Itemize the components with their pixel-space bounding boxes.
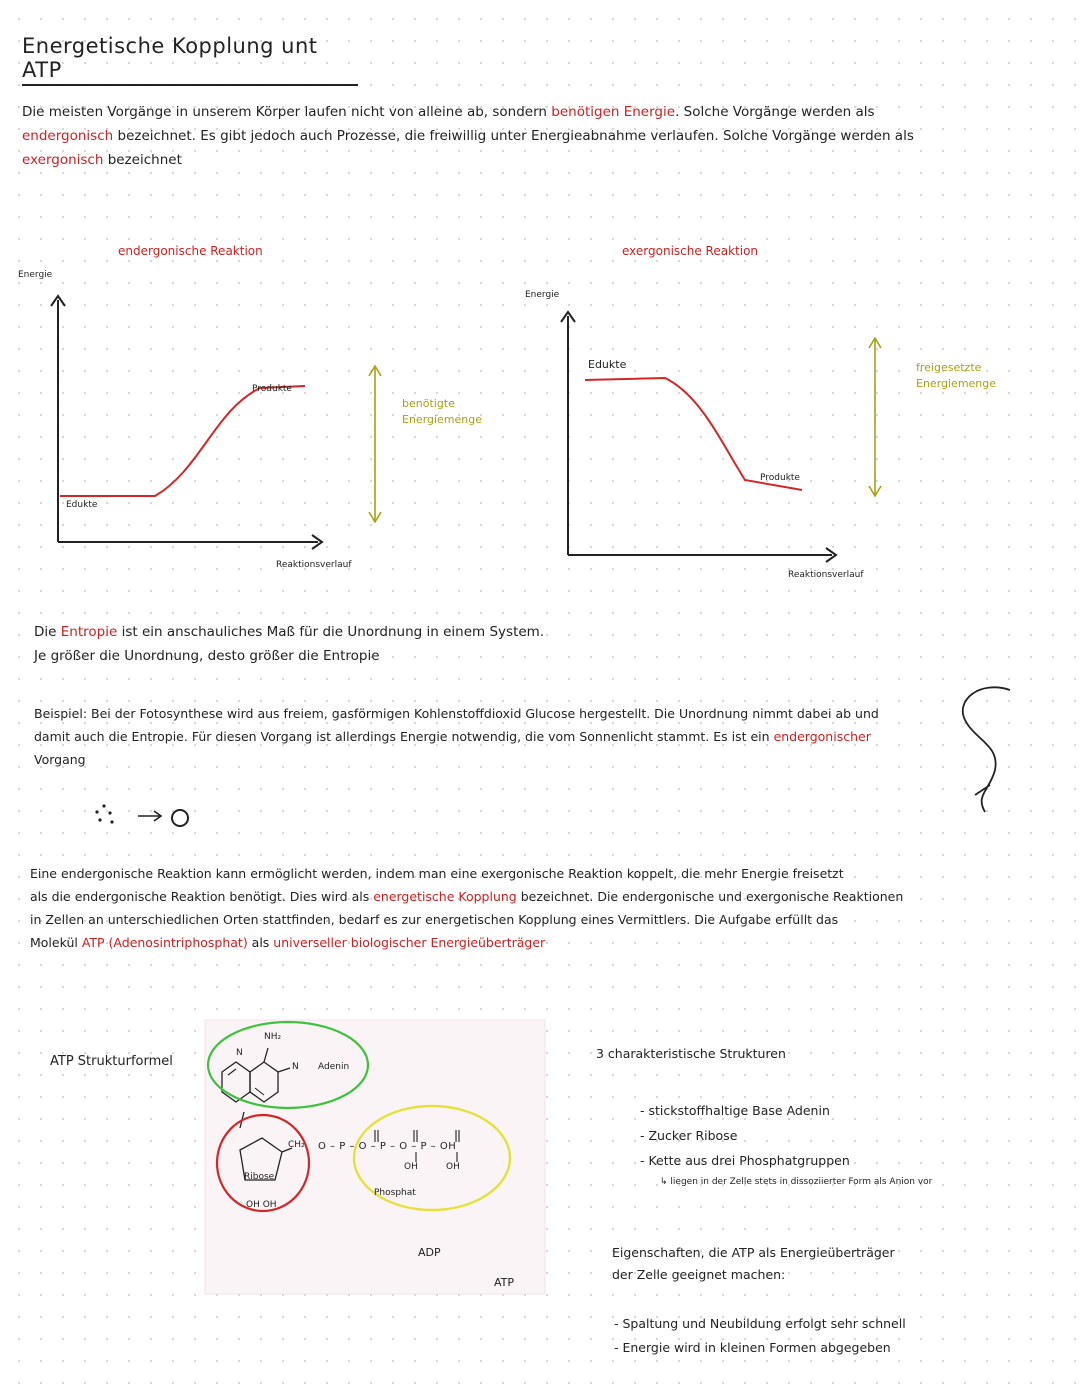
properties-heading: [612, 1242, 895, 1286]
property-item-1-text: Spaltung und Neubildung erfolgt sehr schnell: [622, 1316, 906, 1331]
squiggle-tick: [975, 785, 990, 795]
n-label-1: N: [236, 1048, 243, 1058]
ender-energy-label-1: benötigte: [402, 397, 455, 410]
ender-energy-label: [402, 396, 482, 428]
coupling-text-1: Eine endergonische Reaktion kann ermöglicht werden, indem man eine exergonische Reaktion koppelt, die mehr Energie freisetzt: [30, 866, 844, 881]
disorder-to-order-sketch: [95, 804, 188, 826]
term-energy-carrier: universeller biologischer Energieüberträger: [273, 935, 546, 950]
structure-item-3-text: Kette aus drei Phosphatgruppen: [648, 1153, 850, 1168]
ender-y-label: Energie: [18, 270, 53, 280]
term-endergonic-2: endergonischer: [773, 729, 871, 744]
phosphate-oh-2: OH: [446, 1162, 460, 1172]
ribose-label: Ribose: [244, 1172, 275, 1182]
exer-y-label: Energie: [525, 290, 560, 300]
exer-title: exergonische Reaktion: [622, 244, 759, 258]
structure-item-1: - stickstoffhaltige Base Adenin: [640, 1103, 830, 1118]
highlight-energy: benötigen Energie: [551, 104, 676, 120]
entropy-text-3: Je größer die Unordnung, desto größer die Entropie: [34, 648, 380, 664]
term-coupling: energetische Kopplung: [373, 889, 517, 904]
exer-end-label: Produkte: [760, 473, 800, 483]
ender-energy-arrow: [369, 366, 381, 522]
example-text-1: Beispiel: Bei der Fotosynthese wird aus freiem, gasförmigen Kohlenstoffdioxid Glucose hergestellt. Die Unordnung nimmt dabei ab und: [34, 706, 879, 721]
coupling-text-3: bezeichnet. Die endergonische und exergonische Reaktionen: [516, 889, 904, 904]
term-endergonic: endergonisch: [22, 128, 114, 144]
adenin-label: Adenin: [318, 1062, 350, 1072]
structure-item-1-text: stickstoffhaltige Base Adenin: [648, 1103, 830, 1118]
properties-heading-1: Eigenschaften, die ATP als Energieüberträger: [612, 1245, 895, 1260]
entropy-text-2: ist ein anschauliches Maß für die Unordnung in einem System.: [117, 624, 545, 640]
ender-curve: [60, 386, 305, 496]
example-text-3: Vorgang: [34, 752, 86, 767]
atp-label: ATP: [494, 1276, 515, 1289]
page-title: Energetische Kopplung unt ATP: [22, 34, 358, 86]
ender-x-label: Reaktionsverlauf: [276, 560, 352, 570]
coupling-text-4: in Zellen an unterschiedlichen Orten stattfinden, bedarf es zur energetischen Kopplung eines Vermittlers. Die Aufgabe erfüllt das: [30, 912, 839, 927]
exer-energy-label-1: freigesetzte: [916, 361, 982, 374]
coupling-text-5: Molekül: [30, 935, 82, 950]
property-item-2: - Energie wird in kleinen Formen abgegeben: [614, 1340, 891, 1355]
properties-list: [614, 1312, 906, 1360]
atp-structure-panel: [205, 1020, 545, 1294]
ender-axes: [51, 296, 322, 549]
ribose-oh-label: OH OH: [246, 1200, 277, 1210]
intro-text-3: bezeichnet. Es gibt jedoch auch Prozesse, die freiwillig unter Energieabnahme verlaufen. Solche Vorgänge werden als: [113, 128, 914, 144]
structure-item-3: - Kette aus drei Phosphatgruppen: [640, 1153, 850, 1168]
intro-text: Die meisten Vorgänge in unserem Körper laufen nicht von alleine ab, sondern: [22, 104, 552, 120]
term-atp: ATP (Adenosintriphosphat): [81, 935, 248, 950]
property-item-1: - Spaltung und Neubildung erfolgt sehr schnell: [614, 1316, 906, 1331]
properties-heading-2: der Zelle geeignet machen:: [612, 1267, 786, 1282]
example-paragraph: [34, 702, 1074, 771]
structure-note: ↳ liegen in der Zelle stets in dissoziierter Form als Anion vor: [660, 1177, 933, 1187]
phosphat-label: Phosphat: [374, 1188, 416, 1198]
exer-axes: [561, 312, 836, 562]
exer-energy-arrow: [869, 338, 881, 496]
coupling-text-2: als die endergonische Reaktion benötigt. Dies wird als: [30, 889, 374, 904]
exer-energy-label: [916, 360, 996, 392]
structure-item-2: - Zucker Ribose: [640, 1128, 738, 1143]
structures-list: [640, 1098, 932, 1191]
coupling-paragraph: [30, 862, 1070, 954]
property-item-2-text: Energie wird in kleinen Formen abgegeben: [622, 1340, 891, 1355]
phosphate-chain: O – P – O – P – O – P – OH: [318, 1141, 457, 1152]
coupling-text-6: als: [247, 935, 274, 950]
intro-text-4: bezeichnet: [103, 152, 182, 168]
structures-heading: 3 charakteristische Strukturen: [596, 1046, 786, 1061]
phosphate-oh-1: OH: [404, 1162, 418, 1172]
example-text-2: damit auch die Entropie. Für diesen Vorgang ist allerdings Energie notwendig, die vom Sonnenlicht stammt. Es ist ein: [34, 729, 774, 744]
ender-start-label: Edukte: [66, 500, 98, 510]
term-entropy: Entropie: [60, 624, 118, 640]
ender-energy-label-2: Energiemenge: [402, 413, 483, 426]
ender-title: endergonische Reaktion: [118, 244, 263, 258]
ch2-label: CH₂: [288, 1140, 305, 1150]
ender-end-label: Produkte: [252, 384, 292, 394]
intro-text-2: . Solche Vorgänge werden als: [675, 104, 875, 120]
atp-structure-label: ATP Strukturformel: [50, 1054, 173, 1069]
nh2-label: NH₂: [264, 1032, 282, 1042]
adp-label: ADP: [418, 1246, 441, 1259]
n-label-2: N: [292, 1062, 299, 1072]
exer-x-label: Reaktionsverlauf: [788, 570, 864, 580]
exer-start-label: Edukte: [588, 358, 627, 371]
structure-item-2-text: Zucker Ribose: [648, 1128, 738, 1143]
term-exergonic: exergonisch: [22, 152, 104, 168]
entropy-text-1: Die: [34, 624, 61, 640]
exer-energy-label-2: Energiemenge: [916, 377, 997, 390]
entropy-paragraph: [34, 620, 934, 668]
